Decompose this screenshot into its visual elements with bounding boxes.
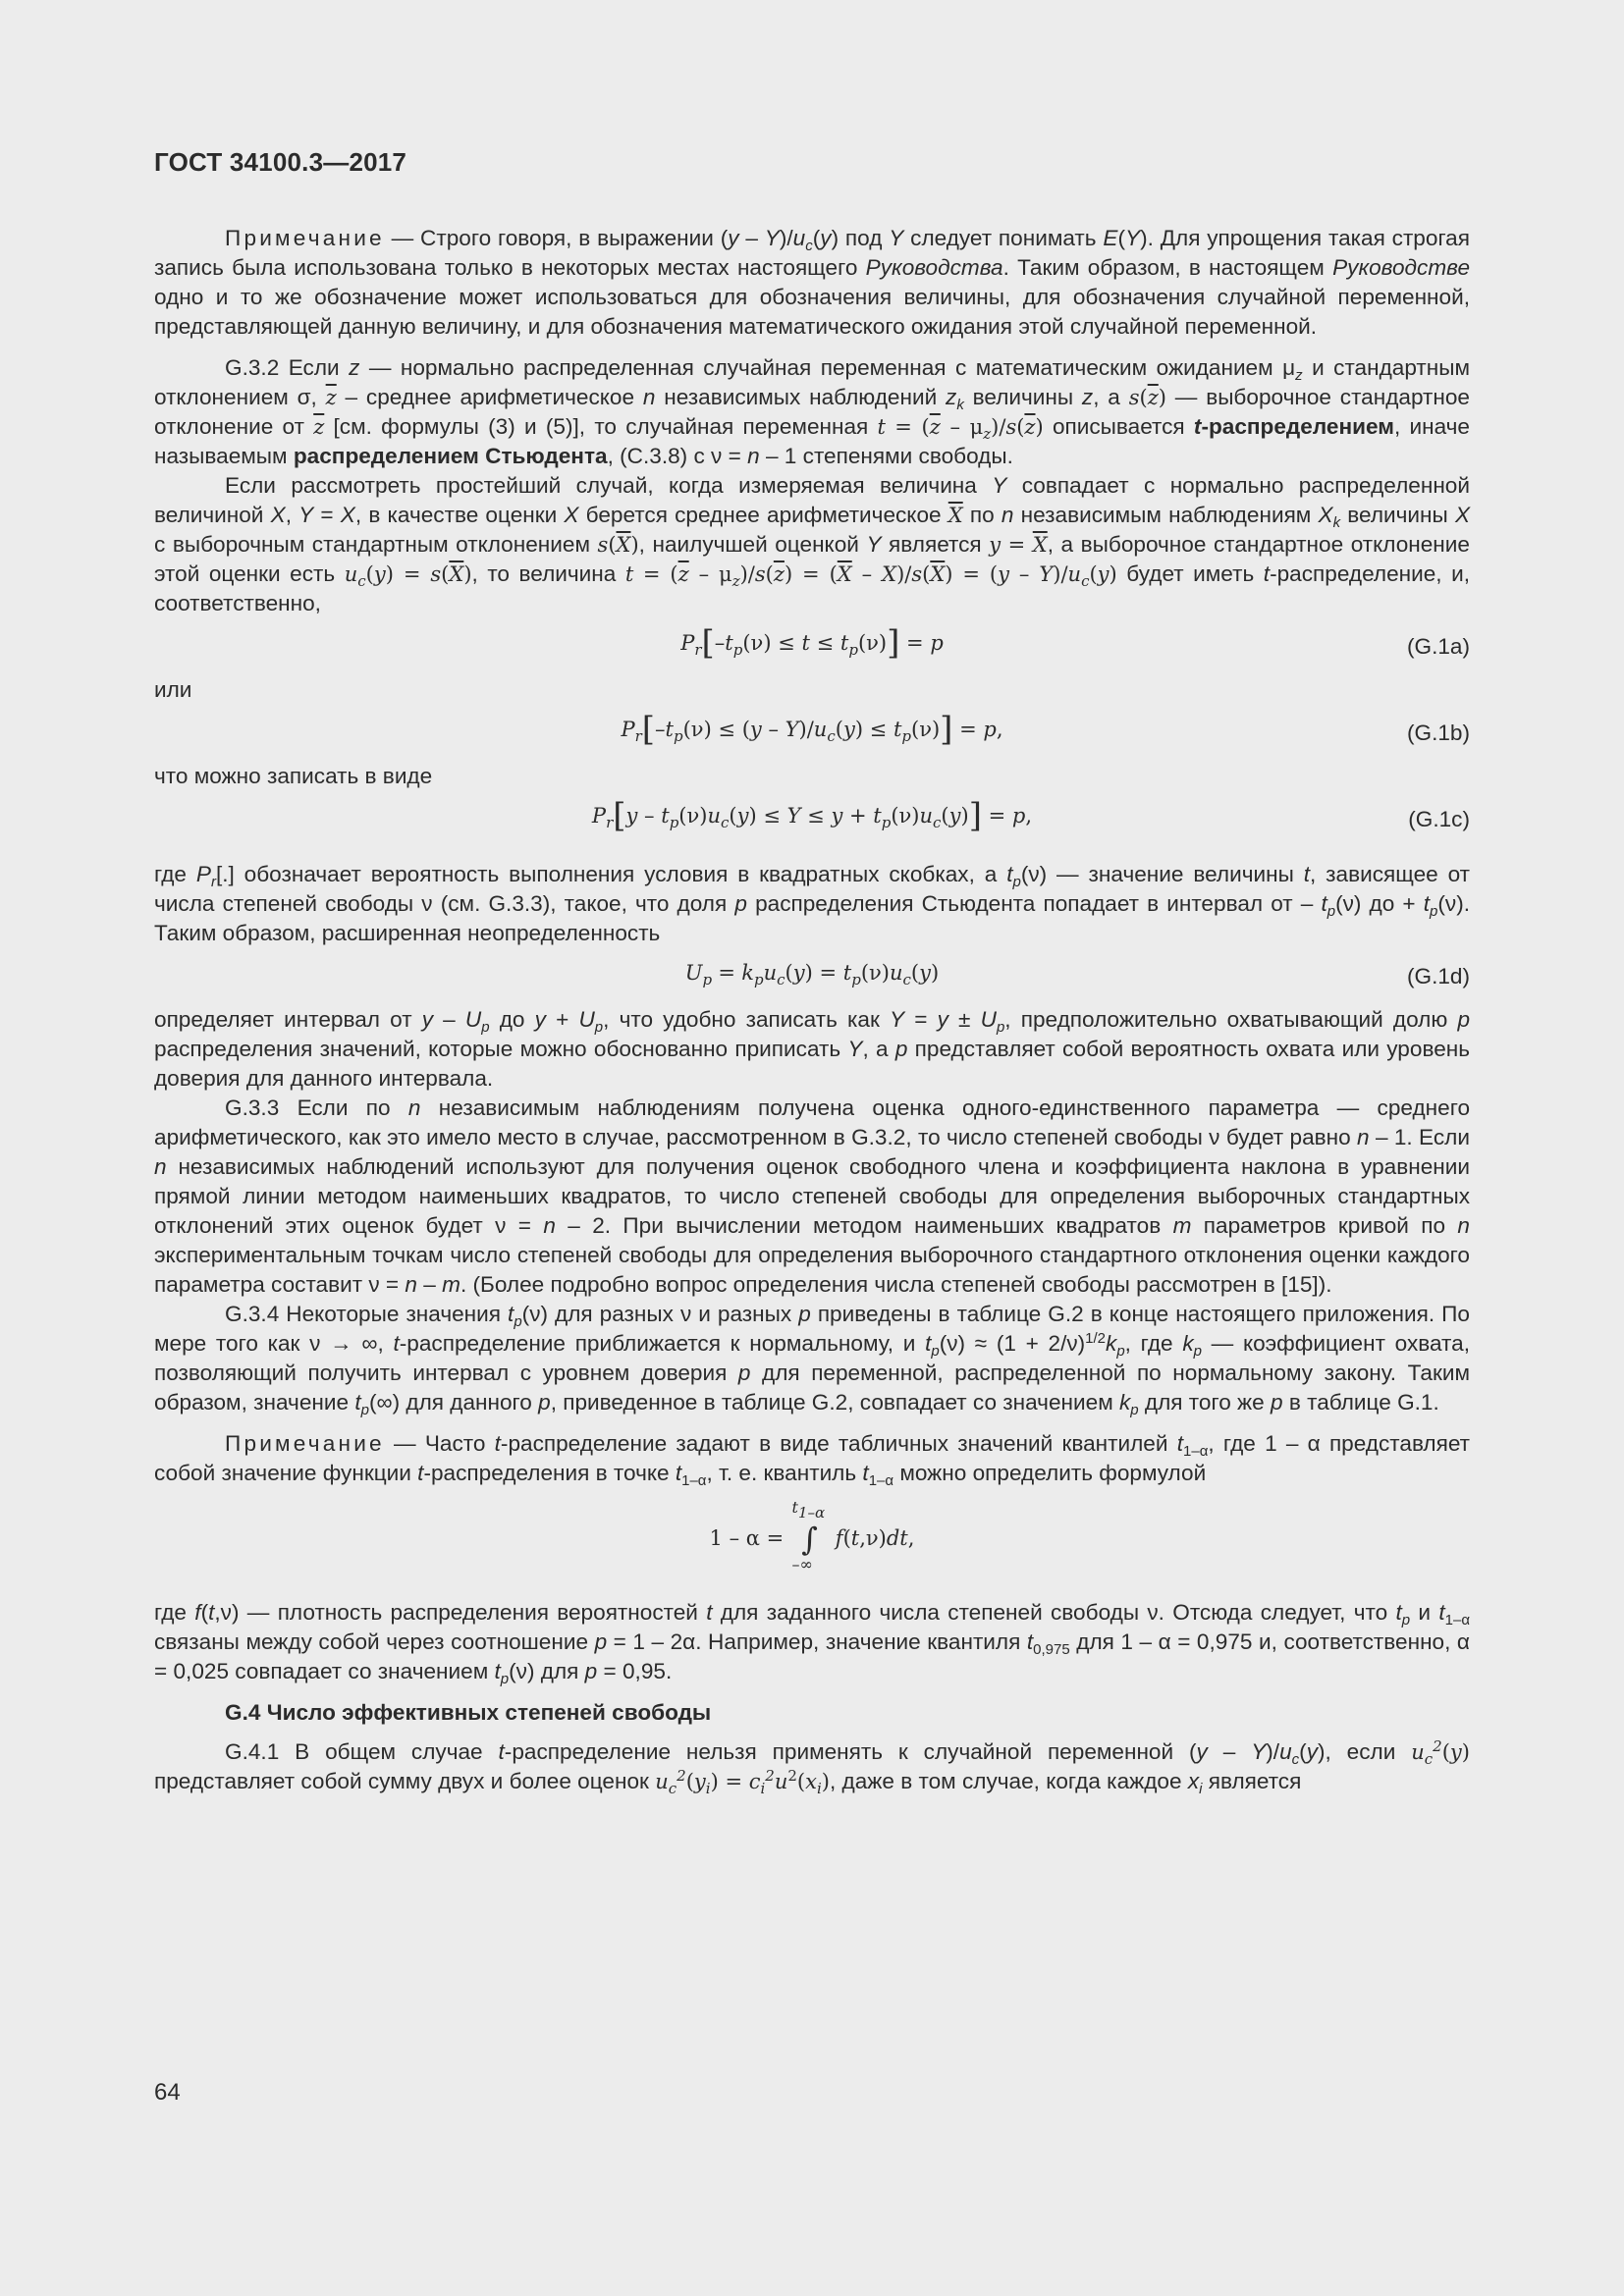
equation-number: (G.1d) [1406,964,1470,988]
paragraph-defines-interval: определяет интервал от y – $U_p$ до $y + U_p$, что удобно записать как $Y = y \pm U_p$, предположительно охватывающий долю p распределения значений, которые можно обоснованно приписать Y, а p представляет собой вероятность охвата или уровень доверия для данного интервала. [154,1007,1471,1091]
note-paragraph-2: Примечание — Часто t-распределение задают в виде табличных значений квантилей $t_{1-\alpha}$, где 1 – α представляет собой значение функции t-распределения в точке $t_{1-\alpha}$, т. е. квантиль $t_{1-\alpha}$ можно определить формулой [154,1431,1471,1489]
paragraph-where-pr: где $P_r[.]$ обозначает вероятность выполнения условия в квадратных скобках, а $t_p(\nu)$ — значение величины t, зависящее от числа степеней свободы ν (см. G.3.3), такое, что доля p распределения Стьюдента попадает в интервал от – $t_p(\nu)$ до + $t_p(\nu)$. Таким образом, расширенная неопределенность [154,862,1470,945]
phrase-can-be-written: что можно записать в виде [154,764,433,788]
page-number: 64 [154,2079,181,2106]
document-body [154,224,1470,1796]
equation-number: (G.1a) [1406,634,1470,659]
word-or: или [154,677,192,702]
section-heading-g4: G.4 Число эффективных степеней свободы [225,1700,712,1725]
paragraph-g34: G.3.4 Некоторые значения $t_p(\nu)$ для разных ν и разных p приведены в таблице G.2 в конце настоящего приложения. По мере того как ν → ∞, t-распределение приближается к нормальному, и $t_p(\nu) \approx (1 + 2/\nu)^{1/2}k_p$, где $k_p$ — коэффициент охвата, позволяющий получить интервал с уровнем доверия p для переменной, распределенной по нормальному закону. Таким образом, значение $t_p(\infty)$ для данного p, приведенное в таблице G.2, совпадает со значением $k_p$ для того же p в таблице G.1. [154,1302,1471,1418]
paragraph-g32: G.3.2 Если z — нормально распределенная случайная переменная с математическим ожиданием $\mu_z$ и стандартным отклонением σ, $\overline{z}$ – среднее арифметическое n независимых наблюдений $z_k$ величины z, а $s(\overline{z})$ — выборочное стандартное отклонение от $\overline{z}$ [см. формулы (3) и (5)], то случайная переменная $t = (\overline{z} - \mu_z)/s(\overline{z})$ описывается t-распределением, иначе называемым распределением Стьюдента, (С.3.8) с ν = n – 1 степенями свободы. [154,355,1471,468]
paragraph-g41: G.4.1 В общем случае t-распределение нельзя применять к случайной переменной $(y - Y)/u_c(y)$, если $u_c^2(y)$ представляет собой сумму двух и более оценок $u_c^2(y_i) = c_i^2u^2(x_i)$, даже в том случае, когда каждое $x_i$ является [154,1737,1470,1797]
equation-number: (G.1b) [1406,721,1470,745]
note-paragraph-1: Примечание — Строго говоря, в выражении $(y - Y)/u_c(y)$ под Y следует понимать E(Y). Для упрощения такая строгая запись была использована только в некоторых местах настоящего Руководства. Таким образом, в настоящем Руководстве одно и то же обозначение может использоваться для обозначения величины, для обозначения случайной переменной, представляющей данную величину, и для обозначения математического ожидания этой случайной переменной. [154,226,1471,339]
equation-g1c: $P_r[y - t_p(\nu)u_c(y) \le Y \le y + t_p(\nu)u_c(y)] = p$, (G.1c) [591,796,1470,835]
note-label: Примечание [225,226,385,250]
paragraph-density: где f(t,ν) — плотность распределения вероятностей t для заданного числа степеней свободы ν. Отсюда следует, что $t_p$ и $t_{1-\alpha}$ связаны между собой через соотношение p = 1 – 2α. Например, значение квантиля $t_{0,975}$ для 1 – α = 0,975 и, соответственно, α = 0,025 совпадает со значением $t_p(\nu)$ для p = 0,95. [154,1600,1470,1687]
equation-g1a: $P_r[-t_p(\nu) \le t \le t_p(\nu)] = p$ (G.1a) [680,623,1470,663]
equation-g1d: $U_p = k_pu_c(y) = t_p(\nu)u_c(y)$ (G.1d) [154,948,1470,1005]
integral-sign: $t_{1-\alpha}$ ∫ –∞ [791,1498,826,1575]
equation-g1b: $P_r[-t_p(\nu) \le (y - Y)/u_c(y) \le t_p(\nu)] = p$, (G.1b) [621,710,1470,749]
paragraph-g33: G.3.3 Если по n независимым наблюдениям получена оценка одного-единственного параметра — среднего арифметического, как это имело место в случае, рассмотренном в G.3.2, то число степеней свободы ν будет равно n – 1. Если n независимых наблюдений используют для получения оценок свободного члена и коэффициента наклона в уравнении прямой линии методом наименьших квадратов, то число степеней свободы для определения выборочных стандартных отклонений этих оценок будет ν = n – 2. При вычислении методом наименьших квадратов m параметров кривой по n экспериментальным точкам число степеней свободы для определения выборочного стандартного отклонения оценки каждого параметра составит ν = n – m. (Более подробно вопрос определения числа степеней свободы рассмотрен в [15]). [154,1095,1471,1297]
equation-quantile: 1 – α = $t_{1-\alpha}$ ∫ –∞ f(t,ν)dt, [709,1498,915,1575]
note-label: Примечание [225,1431,385,1456]
paragraph-simple-case: Если рассмотреть простейший случай, когда измеряемая величина Y совпадает с нормально распределенной величиной X, Y = X, в качестве оценки X берется среднее арифметическое $\overline{X}$ по n независимым наблюдениям $X_k$ величины X с выборочным стандартным отклонением $s(\overline{X})$, наилучшей оценкой Y является $y = \overline{X}$, а выборочное стандартное отклонение этой оценки есть $u_c(y) = s(\overline{X})$, то величина $t = (\overline{z} - \mu_z)/s(\overline{z}) = (\overline{X} - X)/s(\overline{X}) = (y - Y)/u_c(y)$ будет иметь t-распределение, и, соответственно, [154,473,1471,615]
document-page [154,0,1470,2296]
equation-number: (G.1c) [1408,807,1470,831]
document-header: ГОСТ 34100.3—2017 [154,147,407,177]
